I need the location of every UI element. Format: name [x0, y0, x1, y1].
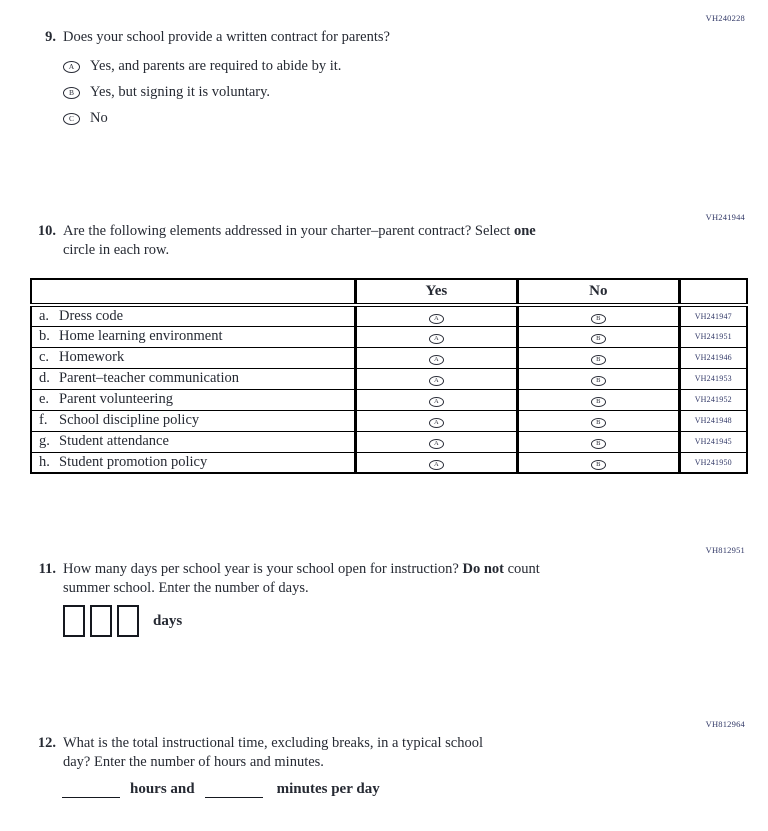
question-11-number: 11.: [38, 561, 56, 577]
yes-bubble[interactable]: A: [429, 460, 444, 470]
question-10-text-line1: Are the following elements addressed in your charter–parent contract? Select one: [63, 223, 536, 239]
row-label: Homework: [59, 349, 125, 365]
yes-bubble[interactable]: A: [429, 439, 444, 449]
question-10-response-table: [30, 278, 748, 474]
question-10-accession-code: VH241944: [705, 212, 745, 222]
question-11-text-line1: How many days per school year is your school open for instruction? Do not count: [63, 561, 540, 577]
option-c-bubble-icon[interactable]: C: [63, 113, 80, 125]
option-a-label: Yes, and parents are required to abide by it.: [90, 58, 342, 75]
row-prefix: e.: [39, 391, 50, 407]
row-prefix: a.: [39, 307, 50, 324]
table-row-homework: [31, 347, 747, 368]
question-10-text-line2: circle in each row.: [63, 241, 170, 258]
row-code: VH241953: [679, 368, 747, 389]
question-9: [35, 28, 390, 127]
question-12-text-line1: What is the total instructional time, excluding breaks, in a typical school: [63, 735, 483, 751]
row-label: Dress code: [59, 307, 124, 324]
question-11: [35, 560, 540, 597]
row-label: Student promotion policy: [59, 453, 208, 470]
option-c-label: No: [90, 110, 108, 127]
row-label: School discipline policy: [59, 412, 200, 428]
days-digit-box-3[interactable]: [117, 605, 139, 637]
question-9-number: 9.: [45, 29, 56, 45]
option-a-bubble-icon[interactable]: A: [63, 61, 80, 73]
no-bubble[interactable]: B: [591, 314, 606, 324]
no-bubble[interactable]: B: [591, 418, 606, 428]
question-9-option-c[interactable]: [63, 111, 390, 127]
option-b-bubble-icon[interactable]: B: [63, 87, 80, 99]
row-prefix: d.: [39, 370, 50, 386]
row-prefix: g.: [39, 433, 50, 449]
question-10: [35, 222, 536, 259]
yes-bubble[interactable]: A: [429, 376, 444, 386]
header-code-cell: [679, 279, 747, 305]
row-prefix: f.: [39, 412, 48, 428]
no-bubble[interactable]: B: [591, 355, 606, 365]
days-entry-group: [63, 605, 182, 637]
no-bubble[interactable]: B: [591, 460, 606, 470]
row-label: Parent–teacher communication: [59, 370, 239, 386]
no-bubble[interactable]: B: [591, 376, 606, 386]
row-label: Student attendance: [59, 433, 169, 449]
no-bubble[interactable]: B: [591, 334, 606, 344]
row-prefix: h.: [39, 453, 50, 470]
yes-bubble[interactable]: A: [429, 418, 444, 428]
question-9-accession-code: VH240228: [705, 13, 745, 23]
row-code: VH241946: [679, 347, 747, 368]
question-9-option-a[interactable]: [63, 59, 390, 75]
row-prefix: b.: [39, 328, 50, 344]
question-12-text-line2: day? Enter the number of hours and minutes.: [63, 753, 324, 770]
hours-and-label: hours and: [130, 781, 195, 797]
question-12-accession-code: VH812964: [705, 719, 745, 729]
header-blank-cell: [31, 279, 355, 305]
minutes-per-day-label: minutes per day: [276, 781, 380, 797]
table-row-parent-volunteering: [31, 389, 747, 410]
option-b-label: Yes, but signing it is voluntary.: [90, 84, 271, 101]
row-label: Home learning environment: [59, 328, 223, 344]
header-yes: Yes: [355, 279, 517, 305]
table-row-home-learning-environment: [31, 326, 747, 347]
question-9-option-b[interactable]: [63, 85, 390, 101]
question-12: [35, 734, 483, 771]
table-row-school-discipline-policy: [31, 410, 747, 431]
hours-blank-field[interactable]: [62, 782, 120, 798]
row-code: VH241950: [679, 452, 747, 473]
yes-bubble[interactable]: A: [429, 397, 444, 407]
table-row-student-promotion-policy: [31, 452, 747, 473]
row-code: VH241952: [679, 389, 747, 410]
row-code: VH241945: [679, 431, 747, 452]
header-no: No: [518, 279, 679, 305]
row-code: VH241948: [679, 410, 747, 431]
time-entry-group: [62, 781, 380, 798]
row-label: Parent volunteering: [59, 391, 173, 407]
yes-bubble[interactable]: A: [429, 355, 444, 365]
row-code: VH241951: [679, 326, 747, 347]
yes-bubble[interactable]: A: [429, 314, 444, 324]
no-bubble[interactable]: B: [591, 439, 606, 449]
no-bubble[interactable]: B: [591, 397, 606, 407]
table-row-student-attendance: [31, 431, 747, 452]
yes-bubble[interactable]: A: [429, 334, 444, 344]
days-digit-box-1[interactable]: [63, 605, 85, 637]
table-row-parent-teacher-communication: [31, 368, 747, 389]
days-digit-box-2[interactable]: [90, 605, 112, 637]
minutes-blank-field[interactable]: [205, 782, 263, 798]
question-9-text: Does your school provide a written contract for parents?: [63, 29, 390, 45]
days-unit-label: days: [153, 612, 183, 629]
row-code: VH241947: [679, 305, 747, 326]
table-row-dress-code: [31, 305, 747, 326]
question-11-accession-code: VH812951: [705, 545, 745, 555]
table-header-row: [31, 279, 747, 305]
question-12-number: 12.: [37, 735, 56, 751]
question-10-number: 10.: [37, 223, 56, 239]
row-prefix: c.: [39, 349, 50, 365]
question-11-text-line2: summer school. Enter the number of days.: [63, 579, 309, 596]
